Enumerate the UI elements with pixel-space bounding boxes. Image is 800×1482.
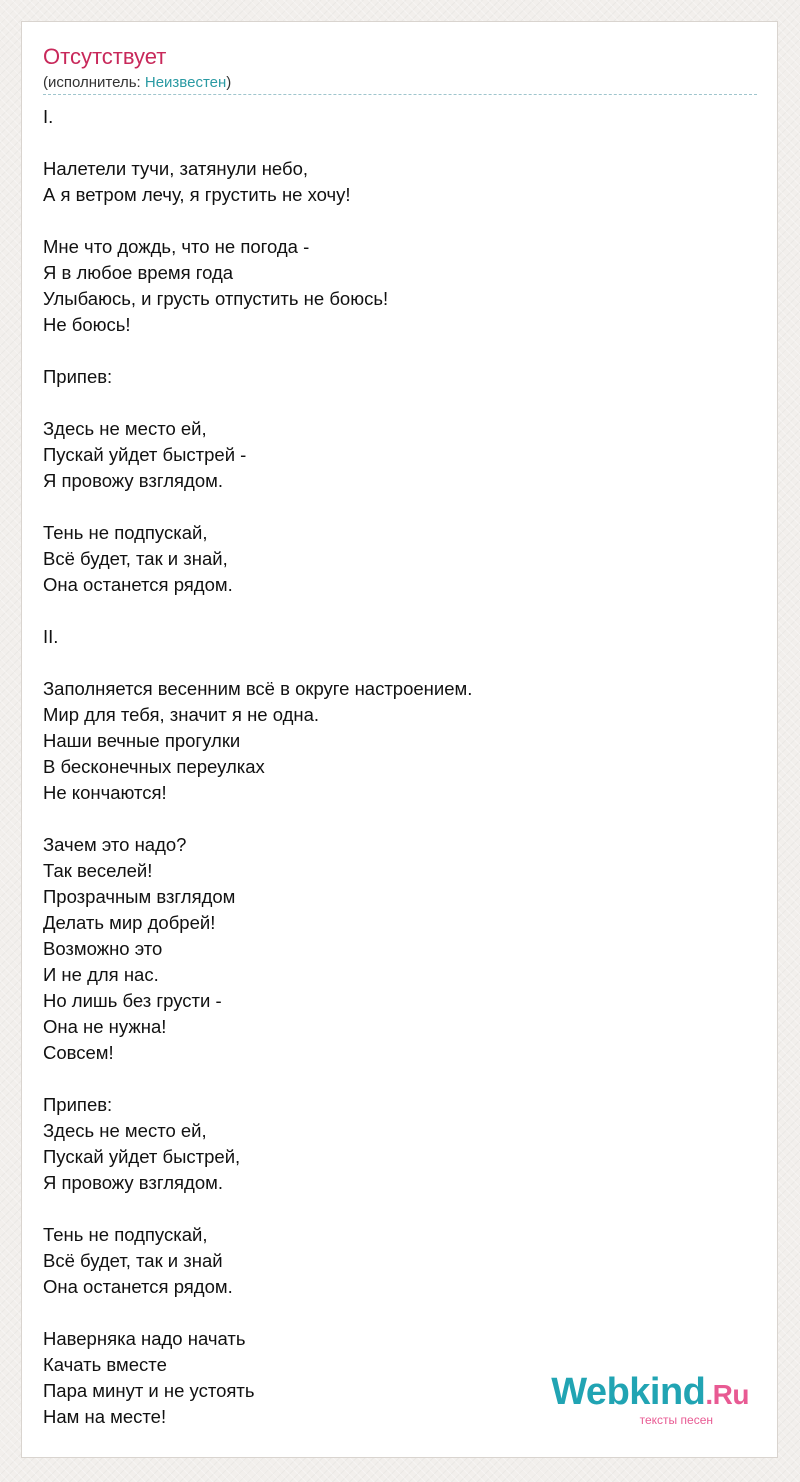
artist-link[interactable]: Неизвестен — [144, 74, 227, 91]
lyrics-card — [21, 21, 778, 1458]
artist-prefix: (исполнитель: — [43, 74, 145, 91]
site-logo[interactable] — [551, 1371, 749, 1427]
logo-tld: .Ru — [705, 1379, 749, 1410]
logo-wordmark — [551, 1371, 749, 1413]
logo-brand: Webkind — [551, 1371, 706, 1413]
dashed-divider — [43, 94, 757, 95]
artist-line — [43, 73, 231, 93]
artist-suffix: ) — [226, 74, 232, 91]
song-title: Отсутствует — [43, 44, 167, 69]
lyrics-text: I. Налетели тучи, затянули небо, А я ветром лечу, я грустить не хочу! Мне что дождь, что не погода - Я в любое время года Улыбаюсь, и грусть отпустить не боюсь! Не боюсь! Припев: Здесь не место ей, Пускай уйдет быстрей - Я провожу взглядом. Тень не подпускай, Всё будет, так и знай, Она останется рядом. II. Заполняется весенним всё в округе настроением. Мир для тебя, значит я не одна. Наши вечные прогулки В бесконечных переулках Не кончаются! Зачем это надо? Так веселей! Прозрачным взглядом Делать мир добрей! Возможно это И не для нас. Но лишь без грусти - Она не нужна! Совсем! Припев: Здесь не место ей, Пускай уйдет быстрей, Я провожу взглядом. Тень не подпускай, Всё будет, так и знай Она останется рядом. Наверняка надо начать Качать вместе Пара минут и не устоять Нам на месте! — [43, 106, 473, 1427]
logo-tagline: тексты песен — [639, 1413, 713, 1427]
